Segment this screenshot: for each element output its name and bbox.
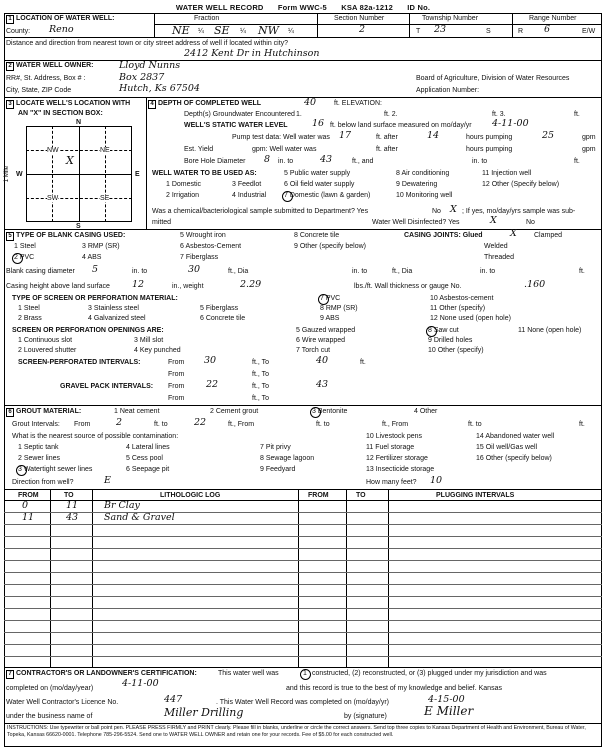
log-row-2-desc[interactable]: Sand & Gravel <box>104 512 175 523</box>
gp1-from-label: From <box>168 383 185 390</box>
screen-rmp[interactable]: 8 RMP (SR) <box>320 305 358 312</box>
contam-lateral[interactable]: 4 Lateral lines <box>126 444 170 451</box>
location-label: LOCATION OF WATER WELL: <box>16 15 115 22</box>
diam-ft3-label: ft. <box>579 268 585 275</box>
plug-to-header: TO <box>356 492 366 499</box>
plugging-intervals-header: PLUGGING INTERVALS <box>436 492 515 499</box>
sp1-to-label: ft., To <box>252 359 269 366</box>
opening-drilled[interactable]: 9 Drilled holes <box>428 337 473 344</box>
licence-value[interactable]: 447 <box>164 694 183 705</box>
address-value[interactable]: Box 2837 <box>119 72 165 83</box>
bore-ft-label: ft. <box>574 158 580 165</box>
log-row-1-desc[interactable]: Br Clay <box>104 500 140 511</box>
groundwater-label: Depth(s) Groundwater Encountered <box>184 111 295 118</box>
east-label: E <box>135 171 140 178</box>
water-well-record-form: WATER WELL RECORD Form WWC-5 KSA 82a-1212 ID No. 1 LOCATION OF WATER WELL: Fraction Section Number Township Number Range Number County: Reno NE ¼ SE ¼ NW ¼ 2 T 23 S R 6 E/W Distance and direction from nearest town or city street address of well if located within city? 2412 Kent Dr in Hutchinson 2 WATER WELL OWNER: Lloyd Nunns RR#, St. Address, Box # : Box 2837 City, State, ZIP Code Hutch, Ks 67504 Board of Agriculture, Division of Water Resources Application Number: 3 LOCATE WELL'S LOCATION WITH AN "X" IN SECTION BOX: N S W E NW NE SW SE X 1 Mile 4 DEPTH OF COMPLETED WELL 40 ft. ELEVATION: Depth(s) Groundwater Encountered 1. ft. 2. ft. 3. ft. WELL'S STATIC WATER LEVEL 16 ft. below land surface measured on mo/day/yr 4-11-00 Pump test data: Well water was 17 ft. after 14 hours pumping 25 gpm Est. Yield gpm: Well water was ft. after hours pumping gpm Bore Hole Diameter 8 in. to 43 ft., and in. to ft. WELL WATER TO BE USED AS: 1 Domestic 2 Irrigation 3 Feedlot 4 Industrial 5 Public water supply 6 Oil field water supply 7 Domestic (lawn & garden) 8 Air conditioning 9 Dewatering 10 Monitoring well 11 Injection well 12 Other (Specify below) Was a chemical/bacteriological sample submitted to Department? Yes No X ; If yes, mo/day/yrs sample was sub- mitted Water Well Disinfected? Yes X No 5 TYPE OF BLANK CASING USED: 1 Steel 2 PVC 3 RMP (SR) 4 ABS 5 Wrought iron 6 Asbestos-Cement 7 Fiberglass 8 Concrete tile 9 Other (specify below) CASING JOINTS: Glued X Clamped Welded Threaded Blank casing diameter 5 in. to 30 ft., Dia in. to ft., Dia in. to ft. Casing height above land surface 12 in., weight 2.29 lbs./ft. Wall thickness or gauge No. .160 TYPE OF SCREEN OR PERFORATION MATERIAL: 1 Steel 2 Brass 3 Stainless steel 4 Galvanized steel 5 Fiberglass 6 Concrete tile 7 PVC 8 RMP (SR) 9 ABS 10 Asbestos-cement 11 Other (specify) 12 None used (open hole) SCREEN OR PERFORATION OPENINGS ARE: 1 Continuous slot 2 Louvered shutter 3 Mill slot 4 Key punched 5 Gauzed wrapped 6 Wire wrapped 7 Torch cut 8 Saw cut 9 Drilled holes 10 Other (specify) 11 None (open hole) SCREEN-PERFORATED INTERVALS: From 30 ft., To 40 ft. From ft., To GRAVEL PACK INTERVALS: From 22 ft., To 43 From ft., To 6 GROUT MATERIAL: 1 Neat cement 2 Cement grout 3 Bentonite 4 Other Grout Intervals: From 2 ft. to 22 ft., From ft. to ft., From ft. to ft. What is the nearest source of possible contamination: 1 Septic tank 2 Sewer lines 3 Watertight sewer lines 4 Lateral lines 5 Cess pool 6 Seepage pit 7 Pit privy 8 Sewage lagoon 9 Feedyard 10 Livestock pens 11 Fuel storage 12 Fertilizer storage 13 Insecticide storage 14 Abandoned water well 15 Oil well/Gas well 16 Other (specify below) Direction from well? E How many feet? 10 FROM TO LITHOLOGIC LOG FROM TO PLUGGING INTERVALS 0 11 Br Clay 11 43 Sand & Gravel 7 CONTRACTOR'S OR LANDOWNER'S CERTIFICATION: This water well was 1 constructed, (2) reconstructed, or (3) plugged under my jurisdiction and was completed on (mo/day/year) 4-11-00 and this record is true to the best of my knowledge and belief. Kansas Water Well Contractor's Licence No. 447 . This Water Well Record was completed on (mo/day/yr) 4-15-00 under the business name of Miller Drilling by (signature) E Miller INSTRUCTIONS: Use typewriter or ball point pen. PLEASE PRESS FIRMLY and PRINT clearly. Please fill in blanks, underline or circle the correct answers. Send top three copies to Kansas Department of Health and Environment, Bureau of Water, Topeka, Kansas 66620-0001. Telephone 785-296-5524. Send one to WATER WELL OWNER and retain one for your records. Fee of $5.00 for each constructed well. <box>4 3 602 747</box>
elevation-label: ft. ELEVATION: <box>334 100 382 107</box>
se-label: SE <box>100 195 110 202</box>
contam-pit-privy[interactable]: 7 Pit privy <box>260 444 291 451</box>
grout-cement[interactable]: 2 Cement grout <box>210 408 259 415</box>
form-header <box>4 3 602 13</box>
sp1-from-label: From <box>168 359 185 366</box>
clamped-label: Clamped <box>534 232 563 239</box>
grout-neat-cement[interactable]: 1 Neat cement <box>114 408 160 415</box>
contam-sewage-lagoon[interactable]: 8 Sewage lagoon <box>260 455 315 462</box>
casing-concrete[interactable]: 8 Concrete tile <box>294 232 340 239</box>
opening-louvered[interactable]: 2 Louvered shutter <box>18 347 77 354</box>
contam-other[interactable]: 16 Other (specify below) <box>476 455 552 462</box>
water-use-label: WELL WATER TO BE USED AS: <box>152 170 257 177</box>
yield-label: Est. Yield <box>184 146 214 153</box>
city-value[interactable]: Hutch, Ks 67504 <box>119 83 200 94</box>
use-oil-field[interactable]: 6 Oil field water supply <box>284 181 355 188</box>
contamination-label: What is the nearest source of possible contamination: <box>12 433 179 440</box>
grout-from-value[interactable]: 2 <box>116 417 123 428</box>
wall-thickness-label: lbs./ft. Wall thickness or gauge No. <box>354 283 462 290</box>
static-date-value[interactable]: 4-11-00 <box>492 118 529 129</box>
casing-depth-value[interactable]: 30 <box>188 264 201 275</box>
static-level-label: WELL'S STATIC WATER LEVEL <box>184 122 288 129</box>
distance-value[interactable]: 2412 Kent Dr in Hutchinson <box>184 48 320 59</box>
contam-feedyard[interactable]: 9 Feedyard <box>260 466 296 473</box>
grout-ft-end-label: ft. <box>579 421 585 428</box>
use-domestic[interactable]: 1 Domestic <box>166 181 202 188</box>
disinfected-yes-mark[interactable]: X <box>490 215 497 226</box>
yield-gpm2-label: gpm <box>582 146 596 153</box>
casing-steel[interactable]: 1 Steel <box>14 243 36 250</box>
opening-wire-wrapped[interactable]: 6 Wire wrapped <box>296 337 346 344</box>
city-label: City, State, ZIP Code <box>6 87 72 94</box>
yield-hours-label: hours pumping <box>466 146 513 153</box>
bore-diameter-value[interactable]: 8 <box>264 154 271 165</box>
range-number-label: Range Number <box>529 15 577 22</box>
section-value[interactable]: 2 <box>359 24 366 35</box>
fraction-2-value[interactable]: SE <box>214 24 230 37</box>
r-label: R <box>518 28 524 35</box>
pump-hours-label: hours pumping <box>466 134 513 141</box>
well-location-mark[interactable]: X <box>66 154 74 167</box>
fraction-1-value[interactable]: NE <box>172 24 190 37</box>
grout-ft-to-label: ft. to <box>316 421 330 428</box>
north-label: N <box>76 119 82 126</box>
section-4-number: 4 <box>148 100 156 109</box>
pump-gpm-label: gpm <box>582 134 596 141</box>
screen-7-selected-circle <box>318 294 329 305</box>
grout-from-label: From <box>74 421 91 428</box>
contam-livestock[interactable]: 10 Livestock pens <box>366 433 423 440</box>
opening-8-selected-circle <box>426 326 437 337</box>
screen-stainless[interactable]: 3 Stainless steel <box>88 305 139 312</box>
gp1-to-value[interactable]: 43 <box>316 379 329 390</box>
section-6-number: 6 <box>6 408 14 417</box>
openings-label: SCREEN OR PERFORATION OPENINGS ARE: <box>12 327 164 334</box>
contam-fuel[interactable]: 11 Fuel storage <box>366 444 415 451</box>
lithologic-log-header: LITHOLOGIC LOG <box>160 492 221 499</box>
ksa-reference: KSA 82a-1212 <box>341 3 393 12</box>
licence-label: Water Well Contractor's Licence No. <box>6 699 119 706</box>
gp2-to-label: ft., To <box>252 395 269 402</box>
use-air-conditioning[interactable]: 8 Air conditioning <box>396 170 450 177</box>
contam-septic[interactable]: 1 Septic tank <box>18 444 59 451</box>
section-2-number: 2 <box>6 62 14 71</box>
casing-rmp[interactable]: 3 RMP (SR) <box>82 243 120 250</box>
fraction-3-value[interactable]: NW <box>258 24 279 37</box>
screen-concrete[interactable]: 6 Concrete tile <box>200 315 246 322</box>
signature-label: by (signature) <box>344 713 387 720</box>
mile-label: 1 Mile <box>3 165 11 183</box>
wall-thickness-value[interactable]: .160 <box>524 279 546 290</box>
use-monitoring[interactable]: 10 Monitoring well <box>396 192 453 199</box>
grout-to-value[interactable]: 22 <box>194 417 207 428</box>
log-to-header: TO <box>64 492 74 499</box>
gw-3-label: ft. 3. <box>492 111 506 118</box>
pump-value[interactable]: 17 <box>339 130 352 141</box>
quarter-symbol-3: ¼ <box>288 28 294 35</box>
pump-test-label: Pump test data: Well water was <box>232 134 330 141</box>
pump-gpm-value[interactable]: 25 <box>542 130 555 141</box>
opening-other[interactable]: 10 Other (specify) <box>428 347 484 354</box>
casing-asbestos[interactable]: 6 Asbestos-Cement <box>180 243 242 250</box>
chem-no-mark[interactable]: X <box>450 204 457 215</box>
bore-label: Bore Hole Diameter <box>184 158 246 165</box>
grout-ft-from2-label: ft., From <box>382 421 409 428</box>
static-rest-label: ft. below land surface measured on mo/day/yr <box>330 122 472 129</box>
disinfected-no-label: No <box>526 219 535 226</box>
grout-to-label: ft. to <box>154 421 168 428</box>
township-number-label: Township Number <box>422 15 479 22</box>
bore-depth-value[interactable]: 43 <box>320 154 333 165</box>
bore-in-label: in. to <box>472 158 488 165</box>
direction-label: Direction from well? <box>12 479 74 486</box>
ne-label: NE <box>100 147 110 154</box>
diam-to-label: in. to <box>132 268 148 275</box>
chem-no-label: No <box>432 208 441 215</box>
weight-value[interactable]: 2.29 <box>240 279 262 290</box>
section-5-number: 5 <box>6 232 14 241</box>
grout-3-selected-circle <box>310 407 321 418</box>
opening-key-punched[interactable]: 4 Key punched <box>134 347 181 354</box>
cert-line-1b-label: constructed, (2) reconstructed, or (3) plugged under my jurisdiction and was <box>312 670 547 677</box>
casing-diameter-label: Blank casing diameter <box>6 268 75 275</box>
chem-sample-label: Was a chemical/bacteriological sample submitted to Department? Yes <box>152 208 369 215</box>
use-public-supply[interactable]: 5 Public water supply <box>284 170 351 177</box>
screen-pvc[interactable]: 7 PVC <box>320 295 341 302</box>
welded-label: Welded <box>484 243 508 250</box>
screen-none[interactable]: 12 None used (open hole) <box>430 315 511 322</box>
contam-3-selected-circle <box>16 465 27 476</box>
threaded-label: Threaded <box>484 254 514 261</box>
gravel-pack-label: GRAVEL PACK INTERVALS: <box>60 383 154 390</box>
form-number: Form WWC-5 <box>277 3 327 12</box>
screen-asbestos[interactable]: 10 Asbestos-cement <box>430 295 494 302</box>
log-row-2-from[interactable]: 11 <box>22 512 35 523</box>
use-domestic-lawn[interactable]: 7 Domestic (lawn & garden) <box>284 192 371 199</box>
opening-gauzed[interactable]: 5 Gauzed wrapped <box>296 327 356 334</box>
bore-and-label: ft., and <box>352 158 374 165</box>
mitted-label: mitted <box>152 219 172 226</box>
cert-line-2b-label: and this record is true to the best of my knowledge and belief. Kansas <box>286 685 502 692</box>
gw-1-label: 1. <box>296 111 302 118</box>
diam-in-label: in. to <box>352 268 368 275</box>
cert-line-1-label: This water well was <box>218 670 279 677</box>
chem-rest-label: ; If yes, mo/day/yrs sample was sub- <box>462 208 576 215</box>
locate-label: LOCATE WELL'S LOCATION WITH <box>16 100 131 107</box>
record-date-value[interactable]: 4-15-00 <box>428 694 465 705</box>
static-level-value[interactable]: 16 <box>312 118 325 129</box>
instructions-text: INSTRUCTIONS: Use typewriter or ball point pen. PLEASE PRESS FIRMLY and PRINT clearly. Please fill in blanks, underline or circle the correct answers. Send top three copies to Kansas Department of Health and Environment, Bureau of Water, Topeka, Kansas 66620-0001. Telephone 785-296-5524. Send one to WATER WELL OWNER and retain one for your records. Fee of $5.00 for each constructed well. <box>7 725 586 738</box>
bore-to-label: in. to <box>278 158 294 165</box>
south-label: S <box>76 223 81 230</box>
opening-torch-cut[interactable]: 7 Torch cut <box>296 347 331 354</box>
contam-watertight-sewer[interactable]: 3 Watertight sewer lines <box>18 466 93 473</box>
board-label: Board of Agriculture, Division of Water Resources <box>416 75 570 82</box>
screen-other[interactable]: 11 Other (specify) <box>430 305 486 312</box>
sp1-from-value[interactable]: 30 <box>204 355 217 366</box>
casing-fiberglass[interactable]: 7 Fiberglass <box>180 254 219 261</box>
distance-label: Distance and direction from nearest town or city street address of well if located within city? <box>6 40 289 47</box>
screen-abs[interactable]: 9 ABS <box>320 315 340 322</box>
use-feedlot[interactable]: 3 Feedlot <box>232 181 262 188</box>
gp1-to-label: ft., To <box>252 383 269 390</box>
yield-gpm-label: gpm: Well water was <box>252 146 317 153</box>
grout-bentonite[interactable]: 3 Bentonite <box>312 408 348 415</box>
casing-other[interactable]: 9 Other (specify below) <box>294 243 366 250</box>
screen-material-label: TYPE OF SCREEN OR PERFORATION MATERIAL: <box>12 295 178 302</box>
quarter-symbol-2: ¼ <box>240 28 246 35</box>
grout-label: GROUT MATERIAL: <box>16 408 82 415</box>
section-3-number: 3 <box>6 100 14 109</box>
fraction-label: Fraction <box>194 15 220 22</box>
section-number-label: Section Number <box>334 15 385 22</box>
sp2-to-label: ft., To <box>252 371 269 378</box>
sp1-to-value[interactable]: 40 <box>316 355 329 366</box>
owner-label: WATER WELL OWNER: <box>16 62 94 69</box>
county-value[interactable]: Reno <box>49 24 74 35</box>
range-value[interactable]: 6 <box>544 24 551 35</box>
depth-value[interactable]: 40 <box>304 97 317 108</box>
opening-saw-cut[interactable]: 8 Saw cut <box>428 327 459 334</box>
form-title: WATER WELL RECORD <box>175 3 264 12</box>
screen-brass[interactable]: 2 Brass <box>18 315 42 322</box>
completed-on-label: completed on (mo/day/year) <box>6 685 94 692</box>
s-label: S <box>486 28 491 35</box>
east-west-label: E/W <box>582 28 596 35</box>
casing-wrought-iron[interactable]: 5 Wrought iron <box>180 232 226 239</box>
certification-label: CONTRACTOR'S OR LANDOWNER'S CERTIFICATION: <box>16 670 197 677</box>
feet-label: How many feet? <box>366 479 417 486</box>
use-7-selected-circle <box>282 191 293 202</box>
pump-hours-value[interactable]: 14 <box>427 130 440 141</box>
casing-pvc[interactable]: 2 PVC <box>14 254 35 261</box>
contam-seepage[interactable]: 6 Seepage pit <box>126 466 170 473</box>
log-row-2-to[interactable]: 43 <box>66 512 79 523</box>
county-label: County: <box>6 28 31 35</box>
gp1-from-value[interactable]: 22 <box>206 379 219 390</box>
feet-value[interactable]: 10 <box>430 475 443 486</box>
casing-abs[interactable]: 4 ABS <box>82 254 102 261</box>
section-1-number: 1 <box>6 15 14 24</box>
use-irrigation[interactable]: 2 Irrigation <box>166 192 200 199</box>
township-value[interactable]: 23 <box>434 24 447 35</box>
screen-steel[interactable]: 1 Steel <box>18 305 40 312</box>
grout-intervals-label: Grout Intervals: <box>12 421 60 428</box>
log-row-1-to[interactable]: 11 <box>66 500 79 511</box>
record-completed-label: . This Water Well Record was completed on (mo/day/yr) <box>216 699 389 706</box>
business-name-value[interactable]: Miller Drilling <box>164 706 244 719</box>
diam-ft2-label: ft., Dia <box>392 268 413 275</box>
owner-value[interactable]: Lloyd Nunns <box>119 60 181 71</box>
contam-insecticide[interactable]: 13 Insecticide storage <box>366 466 435 473</box>
address-label: RR#, St. Address, Box # : <box>6 75 86 82</box>
depth-label: DEPTH OF COMPLETED WELL <box>158 100 262 107</box>
diam-in2-label: in. to <box>480 268 496 275</box>
glued-mark[interactable]: X <box>510 228 517 239</box>
screen-fiberglass[interactable]: 5 Fiberglass <box>200 305 239 312</box>
nw-label: NW <box>47 147 59 154</box>
sp2-from-label: From <box>168 371 185 378</box>
log-row-1-from[interactable]: 0 <box>22 500 29 511</box>
gw-2-label: ft. 2. <box>384 111 398 118</box>
casing-label: TYPE OF BLANK CASING USED: <box>16 232 126 239</box>
gp2-from-label: From <box>168 395 185 402</box>
id-label: ID No. <box>407 3 431 12</box>
signature-value[interactable]: E Miller <box>424 704 474 718</box>
business-name-label: under the business name of <box>6 713 93 720</box>
contam-sewer[interactable]: 2 Sewer lines <box>18 455 61 462</box>
opening-mill-slot[interactable]: 3 Mill slot <box>134 337 164 344</box>
use-injection[interactable]: 11 Injection well <box>482 170 532 177</box>
sp1-ft-label: ft. <box>360 359 366 366</box>
gw-ft-label: ft. <box>574 111 580 118</box>
use-other[interactable]: 12 Other (Specify below) <box>482 181 560 188</box>
direction-value[interactable]: E <box>104 475 111 486</box>
use-industrial[interactable]: 4 Industrial <box>232 192 267 199</box>
grout-ft-from-label: ft., From <box>228 421 255 428</box>
contam-fertilizer[interactable]: 12 Fertilizer storage <box>366 455 428 462</box>
opening-continuous[interactable]: 1 Continuous slot <box>18 337 73 344</box>
section-box-label: AN "X" IN SECTION BOX: <box>18 110 103 117</box>
contam-oil-gas-well[interactable]: 15 Oil well/Gas well <box>476 444 538 451</box>
weight-label: in., weight <box>172 283 204 290</box>
contam-abandoned-well[interactable]: 14 Abandoned water well <box>476 433 555 440</box>
casing-joints-label: CASING JOINTS: Glued <box>404 232 483 239</box>
section-7-number: 7 <box>6 670 14 679</box>
screen-galvanized[interactable]: 4 Galvanized steel <box>88 315 146 322</box>
application-number-label: Application Number: <box>416 87 480 94</box>
log-from-header: FROM <box>18 492 39 499</box>
disinfected-label: Water Well Disinfected? Yes <box>372 219 460 226</box>
opening-none[interactable]: 11 None (open hole) <box>518 327 582 334</box>
yield-after-label: ft. after <box>376 146 398 153</box>
diam-dia-label: ft., Dia <box>228 268 249 275</box>
grout-other[interactable]: 4 Other <box>414 408 438 415</box>
screen-intervals-label: SCREEN-PERFORATED INTERVALS: <box>18 359 141 366</box>
plug-from-header: FROM <box>308 492 329 499</box>
casing-height-value[interactable]: 12 <box>132 279 145 290</box>
pump-ft-after-label: ft. after <box>376 134 398 141</box>
t-label: T <box>416 28 421 35</box>
casing-diameter-value[interactable]: 5 <box>92 264 99 275</box>
quarter-symbol-1: ¼ <box>198 28 204 35</box>
casing-2-selected-circle <box>12 253 23 264</box>
use-dewatering[interactable]: 9 Dewatering <box>396 181 438 188</box>
contam-cess-pool[interactable]: 5 Cess pool <box>126 455 163 462</box>
grout-ft-to2-label: ft. to <box>468 421 482 428</box>
completed-date-value[interactable]: 4-11-00 <box>122 678 159 689</box>
west-label: W <box>16 171 23 178</box>
sw-label: SW <box>47 195 59 202</box>
casing-height-label: Casing height above land surface <box>6 283 110 290</box>
